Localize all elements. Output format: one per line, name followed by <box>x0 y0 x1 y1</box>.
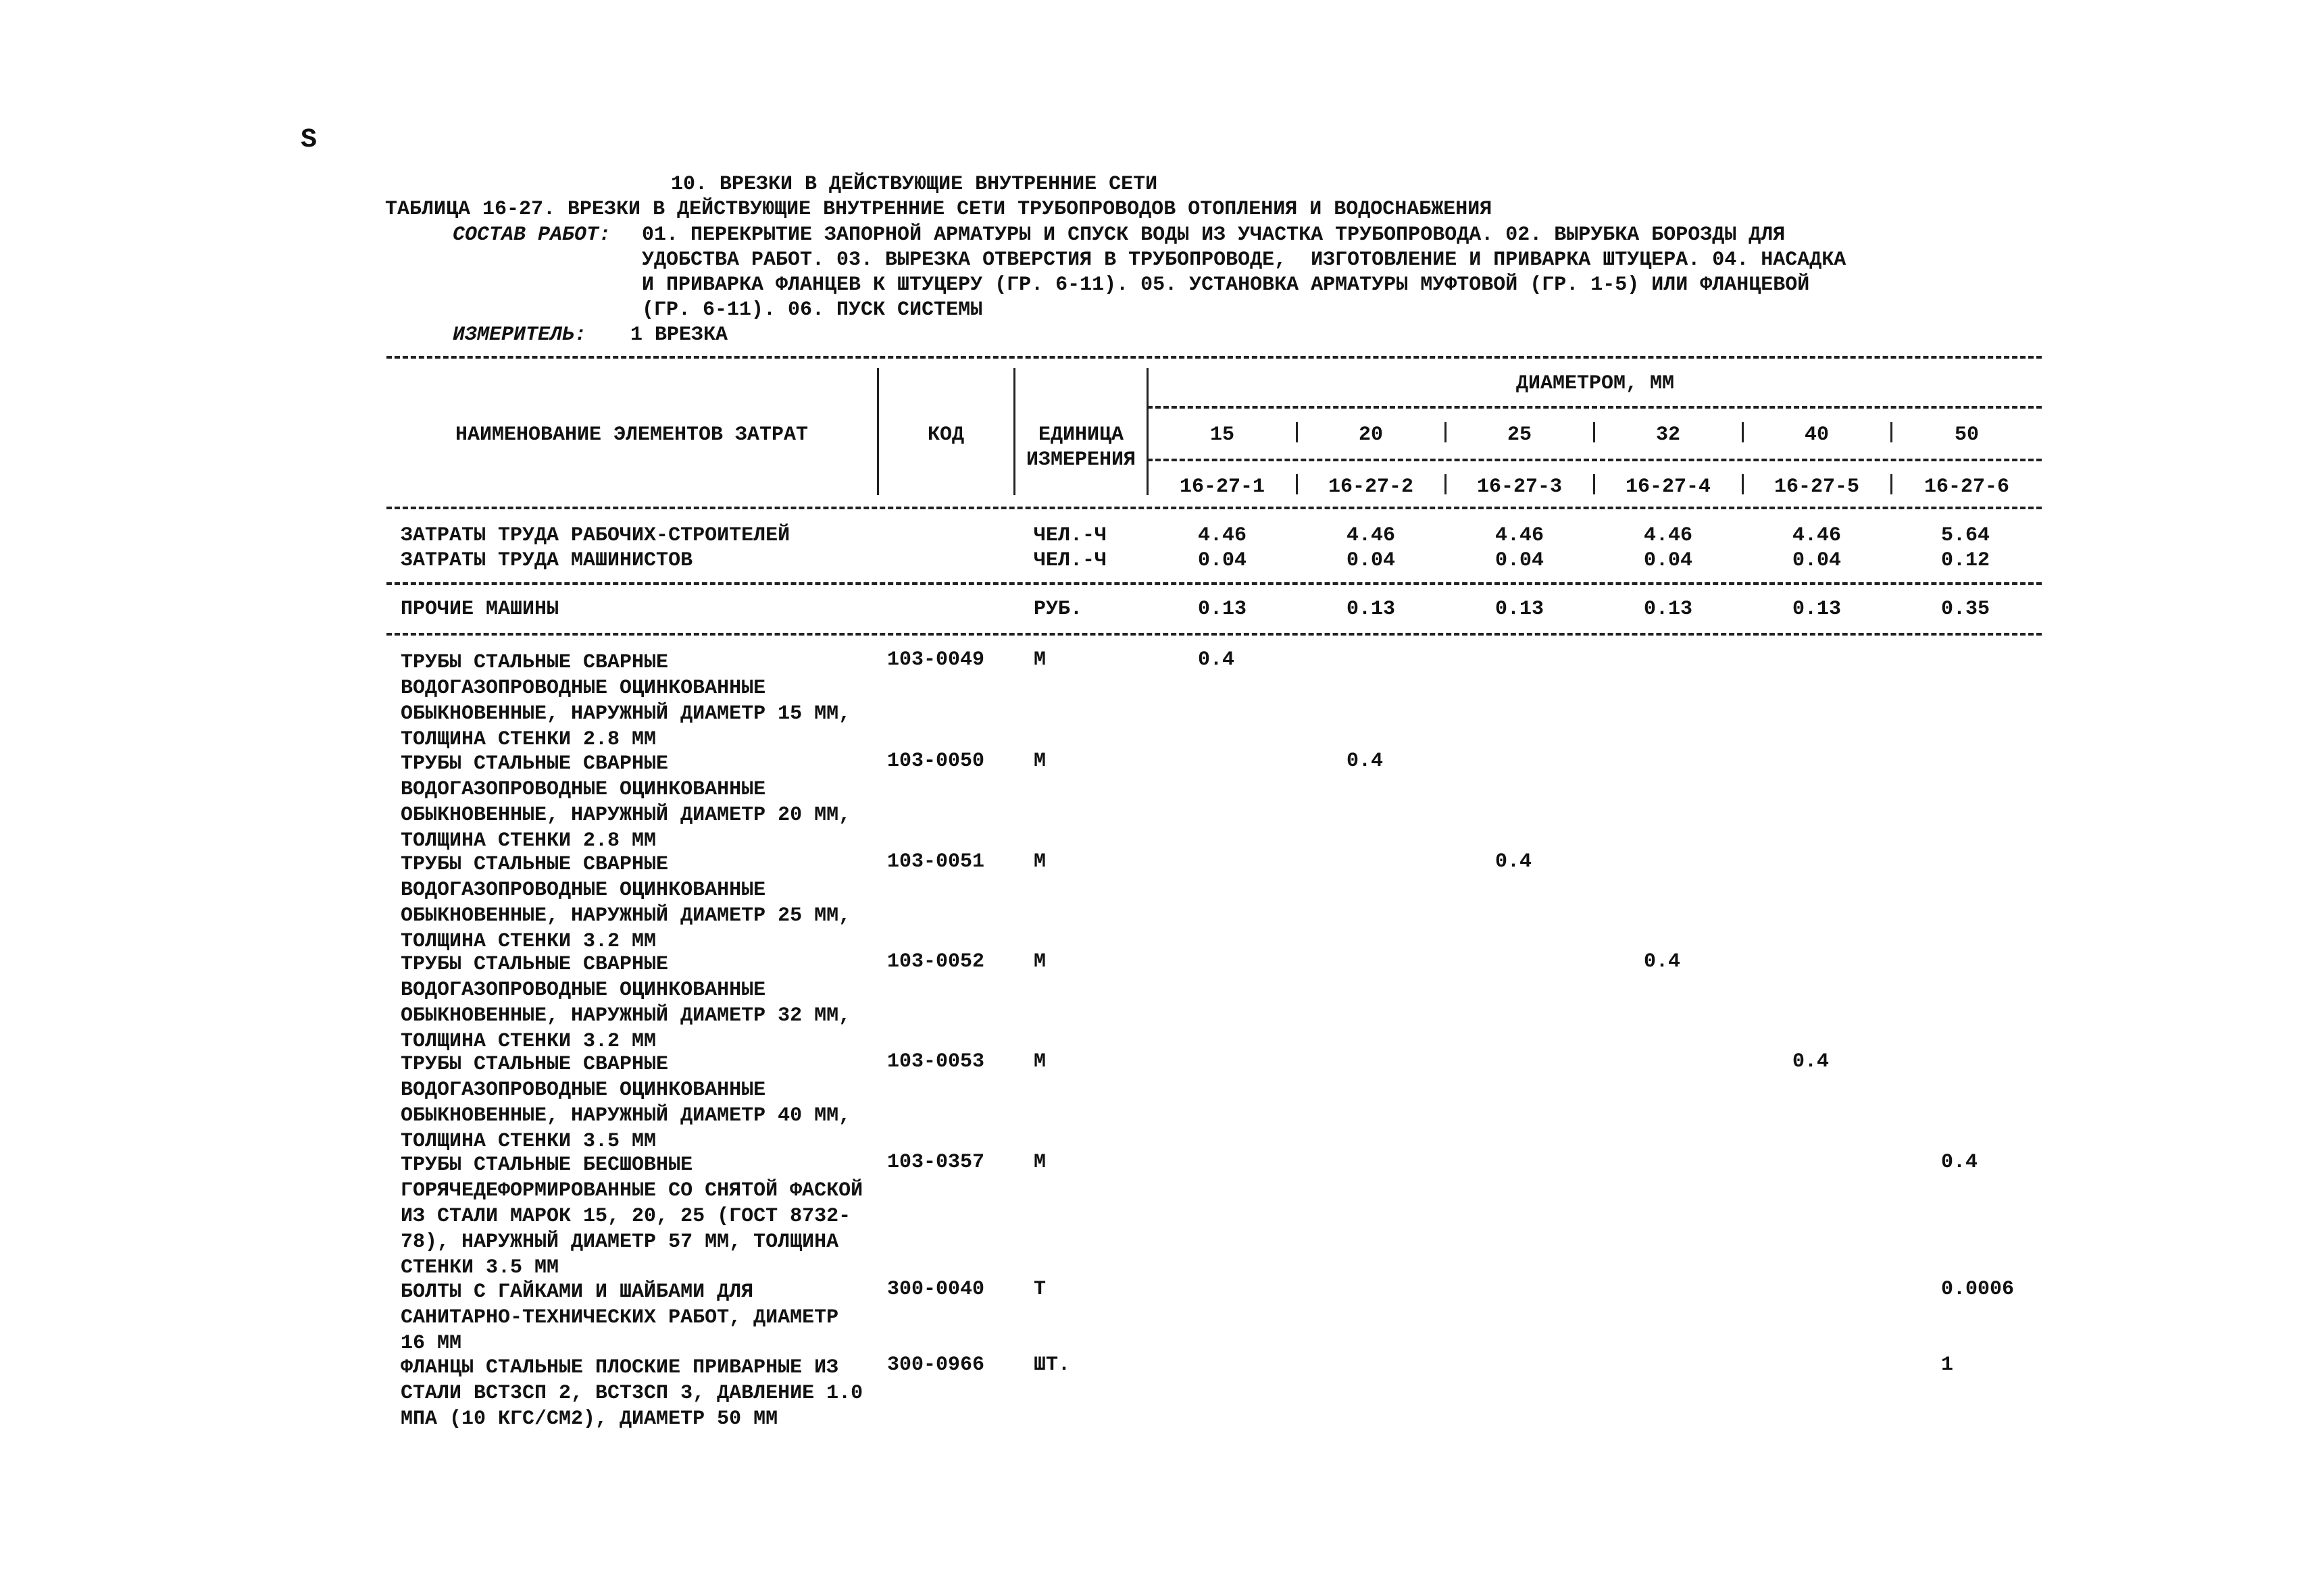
header-rate-code: 16-27-1 <box>1179 475 1265 498</box>
material-unit: М <box>1034 648 1047 671</box>
row-value: 4.46 <box>1347 524 1396 547</box>
material-name: ТРУБЫ СТАЛЬНЫЕ СВАРНЫЕ ВОДОГАЗОПРОВОДНЫЕ ОЦИНКОВАННЫЕ ОБЫКНОВЕННЫЕ, НАРУЖНЫЙ ДИАМЕТР 40 ММ, ТОЛЩИНА СТЕНКИ 3.5 ММ <box>401 1053 851 1153</box>
work-line-2: УДОБСТВА РАБОТ. 03. ВЫРЕЗКА ОТВЕРСТИЯ В ТРУБОПРОВОДЕ, ИЗГОТОВЛЕНИЕ И ПРИВАРКА ШТУЦЕРА. 04. НАСАДКА <box>642 249 1846 272</box>
header-diameter-title: ДИАМЕТРОМ, ММ <box>1515 372 1675 395</box>
material-unit: М <box>1034 850 1047 873</box>
header-rate-code: 16-27-5 <box>1774 475 1860 498</box>
material-value: 0.4 <box>1347 750 1384 773</box>
row-value: 5.64 <box>1941 524 1990 547</box>
table-title: ТАБЛИЦА 16-27. ВРЕЗКИ В ДЕЙСТВУЮЩИЕ ВНУТРЕННИЕ СЕТИ ТРУБОПРОВОДОВ ОТОПЛЕНИЯ И ВОДОСНАБЖЕНИЯ <box>385 198 1492 221</box>
measure-label: ИЗМЕРИТЕЛЬ: <box>453 324 587 346</box>
header-rate-code: 16-27-3 <box>1476 475 1563 498</box>
material-name: ТРУБЫ СТАЛЬНЫЕ СВАРНЫЕ ВОДОГАЗОПРОВОДНЫЕ ОЦИНКОВАННЫЕ ОБЫКНОВЕННЫЕ, НАРУЖНЫЙ ДИАМЕТР 15 ММ, ТОЛЩИНА СТЕНКИ 2.8 ММ <box>401 651 851 751</box>
header-diameter: 32 <box>1655 423 1680 446</box>
material-name: ТРУБЫ СТАЛЬНЫЕ БЕСШОВНЫЕ ГОРЯЧЕДЕФОРМИРОВАННЫЕ СО СНЯТОЙ ФАСКОЙ ИЗ СТАЛИ МАРОК 15, 20, 25 (ГОСТ 8732-78), НАРУЖНЫЙ ДИАМЕТР 57 ММ, ТОЛЩИНА СТЕНКИ 3.5 ММ <box>401 1154 863 1279</box>
table-top-rule <box>386 356 2042 359</box>
header-separator <box>1013 368 1015 495</box>
table-row <box>0 599 2314 625</box>
code-rule <box>1147 459 2042 461</box>
material-code: 103-0052 <box>887 950 985 973</box>
measure-value: 1 ВРЕЗКА <box>630 324 728 346</box>
row-value: 0.04 <box>1792 549 1842 572</box>
work-line-3: И ПРИВАРКА ФЛАНЦЕВ К ШТУЦЕРУ (ГР. 6-11). 05. УСТАНОВКА АРМАТУРЫ МУФТОВОЙ (ГР. 1-5) ИЛИ ФЛАНЦЕВОЙ <box>642 274 1810 297</box>
row-value: 4.46 <box>1792 524 1842 547</box>
diameter-rule <box>1147 406 2042 409</box>
header-diameter: 50 <box>1954 423 1979 446</box>
row-value: 0.13 <box>1347 598 1396 621</box>
row-separator <box>386 582 2042 585</box>
material-unit: М <box>1034 1050 1047 1073</box>
row-value: 0.12 <box>1941 549 1990 572</box>
row-value: 0.04 <box>1347 549 1396 572</box>
material-code: 103-0053 <box>887 1050 985 1073</box>
header-diameter: 20 <box>1358 423 1383 446</box>
header-rate-code: 16-27-6 <box>1923 475 2010 498</box>
row-value: 0.13 <box>1644 598 1693 621</box>
header-diameter: 40 <box>1804 423 1829 446</box>
header-bottom-rule <box>386 507 2042 509</box>
material-name: ТРУБЫ СТАЛЬНЫЕ СВАРНЫЕ ВОДОГАЗОПРОВОДНЫЕ ОЦИНКОВАННЫЕ ОБЫКНОВЕННЫЕ, НАРУЖНЫЙ ДИАМЕТР 32 ММ, ТОЛЩИНА СТЕНКИ 3.2 ММ <box>401 953 851 1053</box>
material-value: 0.4 <box>1198 648 1235 671</box>
page-mark: Ѕ <box>301 125 318 155</box>
row-separator <box>386 633 2042 636</box>
material-unit: ШТ. <box>1034 1354 1071 1376</box>
row-unit: РУБ. <box>1034 598 1083 621</box>
row-value: 4.46 <box>1198 524 1247 547</box>
header-separator <box>877 368 879 495</box>
row-value: 0.04 <box>1495 549 1544 572</box>
material-value: 0.0006 <box>1941 1278 2015 1301</box>
row-value: 4.46 <box>1495 524 1544 547</box>
material-name: ТРУБЫ СТАЛЬНЫЕ СВАРНЫЕ ВОДОГАЗОПРОВОДНЫЕ ОЦИНКОВАННЫЕ ОБЫКНОВЕННЫЕ, НАРУЖНЫЙ ДИАМЕТР 20 ММ, ТОЛЩИНА СТЕНКИ 2.8 ММ <box>401 752 851 852</box>
row-value: 0.13 <box>1198 598 1247 621</box>
header-code-column: КОД <box>927 423 964 446</box>
section-title: 10. ВРЕЗКИ В ДЕЙСТВУЮЩИЕ ВНУТРЕННИЕ СЕТИ <box>671 173 1158 196</box>
header-diameter: 25 <box>1507 423 1532 446</box>
material-code: 103-0049 <box>887 648 985 671</box>
material-code: 300-0966 <box>887 1354 985 1376</box>
row-value: 0.04 <box>1644 549 1693 572</box>
row-value: 0.13 <box>1792 598 1842 621</box>
material-value: 0.4 <box>1792 1050 1830 1073</box>
header-unit-column-line2: ИЗМЕРЕНИЯ <box>1026 448 1136 471</box>
material-unit: М <box>1034 1151 1047 1174</box>
header-diameter: 15 <box>1209 423 1234 446</box>
work-line-1: 01. ПЕРЕКРЫТИЕ ЗАПОРНОЙ АРМАТУРЫ И СПУСК ВОДЫ ИЗ УЧАСТКА ТРУБОПРОВОДА. 02. ВЫРУБКА БОРОЗДЫ ДЛЯ <box>642 224 1786 247</box>
material-unit: М <box>1034 750 1047 773</box>
row-value: 4.46 <box>1644 524 1693 547</box>
header-unit-column-line1: ЕДИНИЦА <box>1038 423 1124 446</box>
row-value: 0.13 <box>1495 598 1544 621</box>
material-code: 103-0357 <box>887 1151 985 1174</box>
row-name: ПРОЧИЕ МАШИНЫ <box>401 598 559 621</box>
material-name: ТРУБЫ СТАЛЬНЫЕ СВАРНЫЕ ВОДОГАЗОПРОВОДНЫЕ ОЦИНКОВАННЫЕ ОБЫКНОВЕННЫЕ, НАРУЖНЫЙ ДИАМЕТР 25 ММ, ТОЛЩИНА СТЕНКИ 3.2 ММ <box>401 853 851 953</box>
material-unit: Т <box>1034 1278 1047 1301</box>
header-rate-code: 16-27-2 <box>1328 475 1414 498</box>
table-row <box>0 525 2314 551</box>
row-unit: ЧЕЛ.-Ч <box>1034 524 1107 547</box>
material-value: 1 <box>1941 1354 1954 1376</box>
row-value: 0.04 <box>1198 549 1247 572</box>
header-rate-code: 16-27-4 <box>1625 475 1711 498</box>
row-unit: ЧЕЛ.-Ч <box>1034 549 1107 572</box>
material-code: 300-0040 <box>887 1278 985 1301</box>
material-unit: М <box>1034 950 1047 973</box>
work-line-4: (ГР. 6-11). 06. ПУСК СИСТЕМЫ <box>642 299 983 321</box>
material-value: 0.4 <box>1941 1151 1978 1174</box>
table-row <box>0 550 2314 576</box>
material-value: 0.4 <box>1644 950 1681 973</box>
material-value: 0.4 <box>1495 850 1532 873</box>
material-code: 103-0050 <box>887 750 985 773</box>
material-code: 103-0051 <box>887 850 985 873</box>
material-name: ФЛАНЦЫ СТАЛЬНЫЕ ПЛОСКИЕ ПРИВАРНЫЕ ИЗ СТАЛИ ВСТ3СП 2, ВСТ3СП 3, ДАВЛЕНИЕ 1.0 МПА (10 КГС/СМ2), ДИАМЕТР 50 ММ <box>401 1356 863 1431</box>
work-composition-label: СОСТАВ РАБОТ: <box>453 224 611 247</box>
row-name: ЗАТРАТЫ ТРУДА МАШИНИСТОВ <box>401 549 693 572</box>
material-name: БОЛТЫ С ГАЙКАМИ И ШАЙБАМИ ДЛЯ САНИТАРНО-ТЕХНИЧЕСКИХ РАБОТ, ДИАМЕТР 16 ММ <box>401 1281 839 1355</box>
row-value: 0.35 <box>1941 598 1990 621</box>
header-name-column: НАИМЕНОВАНИЕ ЭЛЕМЕНТОВ ЗАТРАТ <box>455 423 809 446</box>
row-name: ЗАТРАТЫ ТРУДА РАБОЧИХ-СТРОИТЕЛЕЙ <box>401 524 790 547</box>
